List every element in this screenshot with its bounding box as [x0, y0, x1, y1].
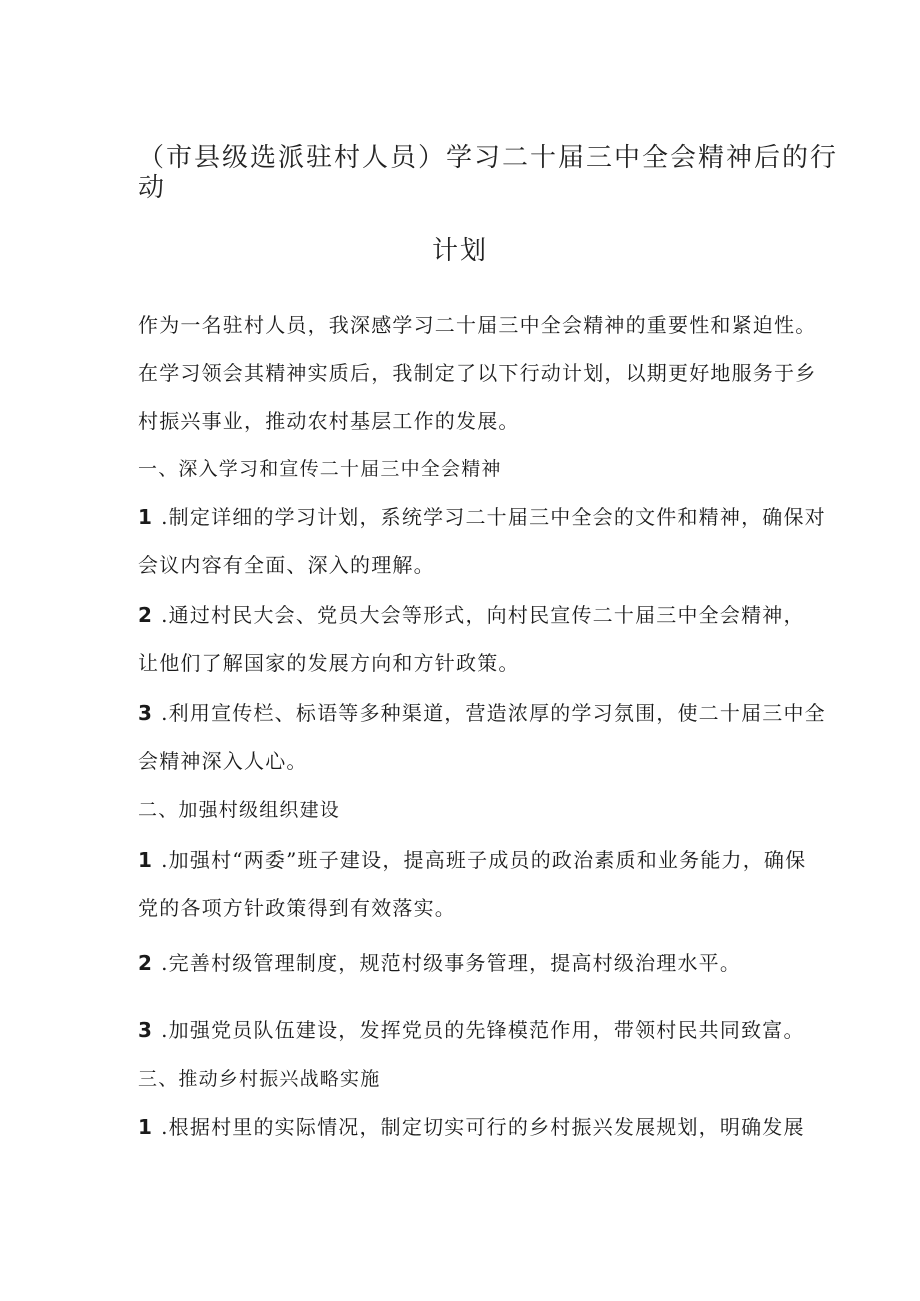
document-title-line-3: 计划 — [431, 236, 488, 266]
intro-line-2: 在学习领会其精神实质后，我制定了以下行动计划，以期更好地服务于乡 — [138, 361, 817, 385]
section-1-item-1-line-1 — [138, 504, 826, 530]
item-number: 2 — [138, 603, 154, 627]
item-number: 3 — [138, 701, 154, 725]
section-2-item-1-line-1 — [138, 847, 806, 873]
section-2-item-3-line-1 — [138, 1017, 805, 1043]
item-text: .制定详细的学习计划，系统学习二十届三中全会的文件和精神，确保对 — [161, 505, 826, 529]
item-number: 2 — [138, 951, 154, 975]
section-1-item-3-line-2: 会精神深入人心。 — [138, 749, 308, 773]
item-text: .通过村民大会、党员大会等形式，向村民宣传二十届三中全会精神， — [161, 603, 805, 627]
item-text: .加强村“两委”班子建设，提高班子成员的政治素质和业务能力，确保 — [161, 848, 807, 872]
document-title-line-2: 动 — [138, 173, 167, 203]
section-3-heading: 三、推动乡村振兴战略实施 — [138, 1068, 381, 1090]
section-1-item-1-line-2: 会议内容有全面、深入的理解。 — [138, 553, 435, 577]
item-number: 1 — [138, 848, 154, 872]
intro-line-3: 村振兴事业，推动农村基层工作的发展。 — [138, 409, 520, 433]
item-text: .加强党员队伍建设，发挥党员的先锋模范作用，带领村民共同致富。 — [161, 1018, 805, 1042]
section-1-heading: 一、深入学习和宣传二十届三中全会精神 — [138, 458, 502, 480]
section-3-item-1-line-1 — [138, 1114, 805, 1140]
section-2-item-1-line-2: 党的各项方针政策得到有效落实。 — [138, 896, 456, 920]
section-2-item-2-line-1 — [138, 950, 741, 976]
item-number: 1 — [138, 505, 154, 529]
item-number: 1 — [138, 1115, 154, 1139]
item-text: .根据村里的实际情况，制定切实可行的乡村振兴发展规划，明确发展 — [161, 1115, 805, 1139]
item-text: .完善村级管理制度，规范村级事务管理，提高村级治理水平。 — [161, 951, 742, 975]
item-number: 3 — [138, 1018, 154, 1042]
section-1-item-3-line-1 — [138, 700, 826, 726]
item-text: .利用宣传栏、标语等多种渠道，营造浓厚的学习氛围，使二十届三中全 — [161, 701, 826, 725]
section-1-item-2-line-2: 让他们了解国家的发展方向和方针政策。 — [138, 651, 520, 675]
section-1-item-2-line-1 — [138, 602, 805, 628]
document-title-line-1: （市县级选派驻村人员）学习二十届三中全会精神后的行 — [138, 143, 839, 173]
intro-line-1: 作为一名驻村人员，我深感学习二十届三中全会精神的重要性和紧迫性。 — [138, 313, 817, 337]
section-2-heading: 二、加强村级组织建设 — [138, 799, 341, 821]
